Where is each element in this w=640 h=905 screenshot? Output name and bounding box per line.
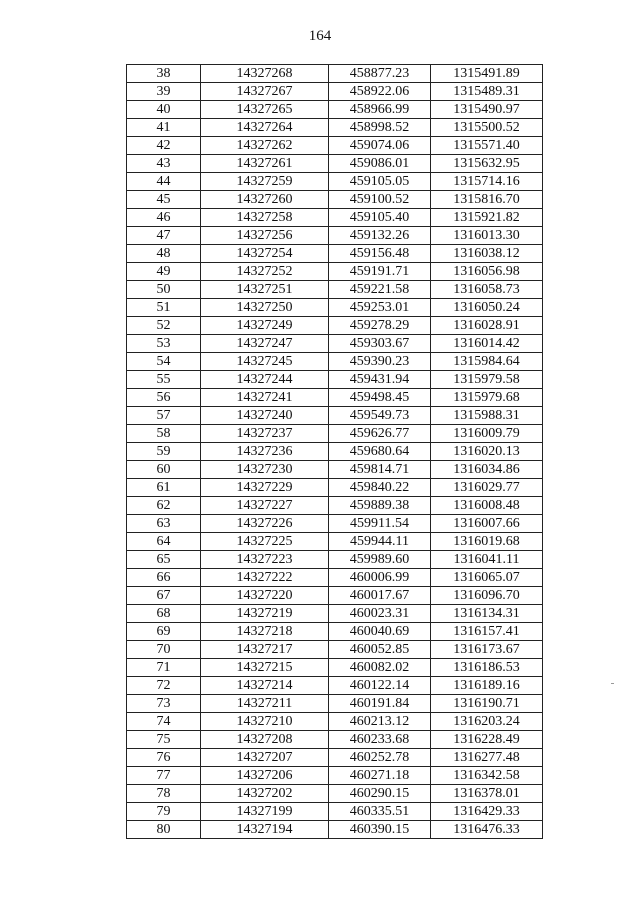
table-row — [127, 173, 543, 191]
x-coordinate-cell: 459889.38 — [329, 497, 431, 515]
point-id-cell: 14327241 — [201, 389, 329, 407]
x-coordinate-cell: 458998.52 — [329, 119, 431, 137]
point-number-cell: 48 — [127, 245, 201, 263]
point-id-cell: 14327220 — [201, 587, 329, 605]
point-id-cell: 14327194 — [201, 821, 329, 839]
table-row — [127, 443, 543, 461]
point-number-cell: 63 — [127, 515, 201, 533]
point-number-cell: 55 — [127, 371, 201, 389]
point-number-cell: 79 — [127, 803, 201, 821]
point-number-cell: 58 — [127, 425, 201, 443]
x-coordinate-cell: 460213.12 — [329, 713, 431, 731]
y-coordinate-cell: 1316008.48 — [431, 497, 543, 515]
point-number-cell: 46 — [127, 209, 201, 227]
y-coordinate-cell: 1316007.66 — [431, 515, 543, 533]
point-id-cell: 14327264 — [201, 119, 329, 137]
y-coordinate-cell: 1315489.31 — [431, 83, 543, 101]
y-coordinate-cell: 1315984.64 — [431, 353, 543, 371]
table-row — [127, 695, 543, 713]
y-coordinate-cell: 1316190.71 — [431, 695, 543, 713]
point-number-cell: 53 — [127, 335, 201, 353]
x-coordinate-cell: 459431.94 — [329, 371, 431, 389]
point-id-cell: 14327267 — [201, 83, 329, 101]
point-number-cell: 62 — [127, 497, 201, 515]
x-coordinate-cell: 458966.99 — [329, 101, 431, 119]
table-row — [127, 137, 543, 155]
x-coordinate-cell: 459278.29 — [329, 317, 431, 335]
point-id-cell: 14327259 — [201, 173, 329, 191]
y-coordinate-cell: 1315500.52 — [431, 119, 543, 137]
point-id-cell: 14327225 — [201, 533, 329, 551]
table-row — [127, 677, 543, 695]
x-coordinate-cell: 459100.52 — [329, 191, 431, 209]
table-row — [127, 461, 543, 479]
x-coordinate-cell: 459626.77 — [329, 425, 431, 443]
table-row — [127, 623, 543, 641]
table-row — [127, 227, 543, 245]
x-coordinate-cell: 459132.26 — [329, 227, 431, 245]
x-coordinate-cell: 460052.85 — [329, 641, 431, 659]
point-number-cell: 50 — [127, 281, 201, 299]
x-coordinate-cell: 460233.68 — [329, 731, 431, 749]
point-number-cell: 67 — [127, 587, 201, 605]
point-id-cell: 14327210 — [201, 713, 329, 731]
table-row — [127, 245, 543, 263]
x-coordinate-cell: 460006.99 — [329, 569, 431, 587]
table-row — [127, 641, 543, 659]
x-coordinate-cell: 459303.67 — [329, 335, 431, 353]
table-row — [127, 425, 543, 443]
y-coordinate-cell: 1316173.67 — [431, 641, 543, 659]
point-number-cell: 42 — [127, 137, 201, 155]
point-id-cell: 14327222 — [201, 569, 329, 587]
point-number-cell: 52 — [127, 317, 201, 335]
y-coordinate-cell: 1315988.31 — [431, 407, 543, 425]
x-coordinate-cell: 459105.05 — [329, 173, 431, 191]
table-row — [127, 317, 543, 335]
point-number-cell: 77 — [127, 767, 201, 785]
point-number-cell: 47 — [127, 227, 201, 245]
y-coordinate-cell: 1316096.70 — [431, 587, 543, 605]
table-row — [127, 785, 543, 803]
point-id-cell: 14327254 — [201, 245, 329, 263]
y-coordinate-cell: 1315491.89 — [431, 65, 543, 83]
table-row — [127, 533, 543, 551]
point-id-cell: 14327214 — [201, 677, 329, 695]
x-coordinate-cell: 459989.60 — [329, 551, 431, 569]
point-id-cell: 14327240 — [201, 407, 329, 425]
point-id-cell: 14327217 — [201, 641, 329, 659]
point-number-cell: 60 — [127, 461, 201, 479]
x-coordinate-cell: 459549.73 — [329, 407, 431, 425]
point-number-cell: 66 — [127, 569, 201, 587]
point-id-cell: 14327202 — [201, 785, 329, 803]
x-coordinate-cell: 460290.15 — [329, 785, 431, 803]
table-row — [127, 821, 543, 839]
point-id-cell: 14327262 — [201, 137, 329, 155]
point-number-cell: 72 — [127, 677, 201, 695]
x-coordinate-cell: 459221.58 — [329, 281, 431, 299]
point-id-cell: 14327206 — [201, 767, 329, 785]
point-number-cell: 43 — [127, 155, 201, 173]
point-number-cell: 59 — [127, 443, 201, 461]
table-row — [127, 101, 543, 119]
x-coordinate-cell: 460040.69 — [329, 623, 431, 641]
point-id-cell: 14327258 — [201, 209, 329, 227]
point-number-cell: 75 — [127, 731, 201, 749]
point-id-cell: 14327218 — [201, 623, 329, 641]
table-row — [127, 389, 543, 407]
point-id-cell: 14327208 — [201, 731, 329, 749]
y-coordinate-cell: 1315979.68 — [431, 389, 543, 407]
y-coordinate-cell: 1315632.95 — [431, 155, 543, 173]
table-row — [127, 119, 543, 137]
table-row — [127, 749, 543, 767]
y-coordinate-cell: 1316476.33 — [431, 821, 543, 839]
point-number-cell: 64 — [127, 533, 201, 551]
point-number-cell: 70 — [127, 641, 201, 659]
x-coordinate-cell: 460082.02 — [329, 659, 431, 677]
point-number-cell: 54 — [127, 353, 201, 371]
point-number-cell: 41 — [127, 119, 201, 137]
point-number-cell: 45 — [127, 191, 201, 209]
y-coordinate-cell: 1315714.16 — [431, 173, 543, 191]
point-id-cell: 14327251 — [201, 281, 329, 299]
table-row — [127, 209, 543, 227]
point-number-cell: 76 — [127, 749, 201, 767]
coordinates-table-body — [127, 65, 543, 839]
x-coordinate-cell: 459253.01 — [329, 299, 431, 317]
table-row — [127, 731, 543, 749]
y-coordinate-cell: 1316189.16 — [431, 677, 543, 695]
point-number-cell: 69 — [127, 623, 201, 641]
y-coordinate-cell: 1316020.13 — [431, 443, 543, 461]
y-coordinate-cell: 1315921.82 — [431, 209, 543, 227]
table-row — [127, 659, 543, 677]
y-coordinate-cell: 1316058.73 — [431, 281, 543, 299]
x-coordinate-cell: 459191.71 — [329, 263, 431, 281]
x-coordinate-cell: 459814.71 — [329, 461, 431, 479]
point-number-cell: 49 — [127, 263, 201, 281]
point-number-cell: 74 — [127, 713, 201, 731]
y-coordinate-cell: 1316429.33 — [431, 803, 543, 821]
point-id-cell: 14327227 — [201, 497, 329, 515]
x-coordinate-cell: 460252.78 — [329, 749, 431, 767]
point-number-cell: 57 — [127, 407, 201, 425]
table-row — [127, 83, 543, 101]
y-coordinate-cell: 1316029.77 — [431, 479, 543, 497]
y-coordinate-cell: 1316034.86 — [431, 461, 543, 479]
table-row — [127, 551, 543, 569]
y-coordinate-cell: 1316019.68 — [431, 533, 543, 551]
x-coordinate-cell: 459390.23 — [329, 353, 431, 371]
point-number-cell: 51 — [127, 299, 201, 317]
y-coordinate-cell: 1316050.24 — [431, 299, 543, 317]
point-id-cell: 14327215 — [201, 659, 329, 677]
y-coordinate-cell: 1316203.24 — [431, 713, 543, 731]
point-number-cell: 71 — [127, 659, 201, 677]
y-coordinate-cell: 1316134.31 — [431, 605, 543, 623]
y-coordinate-cell: 1316277.48 — [431, 749, 543, 767]
point-id-cell: 14327260 — [201, 191, 329, 209]
point-id-cell: 14327252 — [201, 263, 329, 281]
y-coordinate-cell: 1315816.70 — [431, 191, 543, 209]
x-coordinate-cell: 459074.06 — [329, 137, 431, 155]
point-number-cell: 44 — [127, 173, 201, 191]
point-number-cell: 38 — [127, 65, 201, 83]
point-id-cell: 14327211 — [201, 695, 329, 713]
x-coordinate-cell: 459105.40 — [329, 209, 431, 227]
y-coordinate-cell: 1316056.98 — [431, 263, 543, 281]
y-coordinate-cell: 1315490.97 — [431, 101, 543, 119]
point-id-cell: 14327199 — [201, 803, 329, 821]
x-coordinate-cell: 459086.01 — [329, 155, 431, 173]
x-coordinate-cell: 460271.18 — [329, 767, 431, 785]
table-row — [127, 713, 543, 731]
point-number-cell: 78 — [127, 785, 201, 803]
point-id-cell: 14327247 — [201, 335, 329, 353]
y-coordinate-cell: 1316228.49 — [431, 731, 543, 749]
table-row — [127, 497, 543, 515]
table-row — [127, 155, 543, 173]
point-id-cell: 14327230 — [201, 461, 329, 479]
x-coordinate-cell: 460122.14 — [329, 677, 431, 695]
x-coordinate-cell: 459498.45 — [329, 389, 431, 407]
point-number-cell: 56 — [127, 389, 201, 407]
table-row — [127, 371, 543, 389]
scan-speck — [611, 683, 614, 684]
coordinates-table — [126, 64, 543, 839]
table-row — [127, 479, 543, 497]
point-id-cell: 14327223 — [201, 551, 329, 569]
point-id-cell: 14327261 — [201, 155, 329, 173]
point-id-cell: 14327244 — [201, 371, 329, 389]
page-number: 164 — [308, 28, 332, 44]
x-coordinate-cell: 460023.31 — [329, 605, 431, 623]
y-coordinate-cell: 1316028.91 — [431, 317, 543, 335]
point-id-cell: 14327256 — [201, 227, 329, 245]
point-id-cell: 14327219 — [201, 605, 329, 623]
point-id-cell: 14327207 — [201, 749, 329, 767]
y-coordinate-cell: 1316342.58 — [431, 767, 543, 785]
x-coordinate-cell: 458877.23 — [329, 65, 431, 83]
table-row — [127, 281, 543, 299]
x-coordinate-cell: 460335.51 — [329, 803, 431, 821]
table-row — [127, 191, 543, 209]
x-coordinate-cell: 459840.22 — [329, 479, 431, 497]
y-coordinate-cell: 1316041.11 — [431, 551, 543, 569]
x-coordinate-cell: 460191.84 — [329, 695, 431, 713]
x-coordinate-cell: 460017.67 — [329, 587, 431, 605]
table-row — [127, 605, 543, 623]
x-coordinate-cell: 460390.15 — [329, 821, 431, 839]
point-id-cell: 14327245 — [201, 353, 329, 371]
point-number-cell: 40 — [127, 101, 201, 119]
table-row — [127, 353, 543, 371]
x-coordinate-cell: 459944.11 — [329, 533, 431, 551]
table-row — [127, 65, 543, 83]
point-id-cell: 14327236 — [201, 443, 329, 461]
y-coordinate-cell: 1316038.12 — [431, 245, 543, 263]
table-row — [127, 407, 543, 425]
point-id-cell: 14327265 — [201, 101, 329, 119]
y-coordinate-cell: 1316014.42 — [431, 335, 543, 353]
point-id-cell: 14327268 — [201, 65, 329, 83]
point-number-cell: 65 — [127, 551, 201, 569]
table-row — [127, 569, 543, 587]
x-coordinate-cell: 458922.06 — [329, 83, 431, 101]
point-number-cell: 68 — [127, 605, 201, 623]
point-id-cell: 14327249 — [201, 317, 329, 335]
x-coordinate-cell: 459680.64 — [329, 443, 431, 461]
point-number-cell: 73 — [127, 695, 201, 713]
y-coordinate-cell: 1316378.01 — [431, 785, 543, 803]
point-number-cell: 39 — [127, 83, 201, 101]
point-id-cell: 14327250 — [201, 299, 329, 317]
point-number-cell: 61 — [127, 479, 201, 497]
table-row — [127, 263, 543, 281]
y-coordinate-cell: 1316157.41 — [431, 623, 543, 641]
table-row — [127, 587, 543, 605]
point-id-cell: 14327226 — [201, 515, 329, 533]
y-coordinate-cell: 1316013.30 — [431, 227, 543, 245]
table-row — [127, 803, 543, 821]
y-coordinate-cell: 1316186.53 — [431, 659, 543, 677]
y-coordinate-cell: 1315979.58 — [431, 371, 543, 389]
y-coordinate-cell: 1316009.79 — [431, 425, 543, 443]
point-id-cell: 14327229 — [201, 479, 329, 497]
table-row — [127, 335, 543, 353]
point-id-cell: 14327237 — [201, 425, 329, 443]
table-row — [127, 515, 543, 533]
point-number-cell: 80 — [127, 821, 201, 839]
x-coordinate-cell: 459156.48 — [329, 245, 431, 263]
x-coordinate-cell: 459911.54 — [329, 515, 431, 533]
table-row — [127, 299, 543, 317]
y-coordinate-cell: 1315571.40 — [431, 137, 543, 155]
y-coordinate-cell: 1316065.07 — [431, 569, 543, 587]
table-row — [127, 767, 543, 785]
